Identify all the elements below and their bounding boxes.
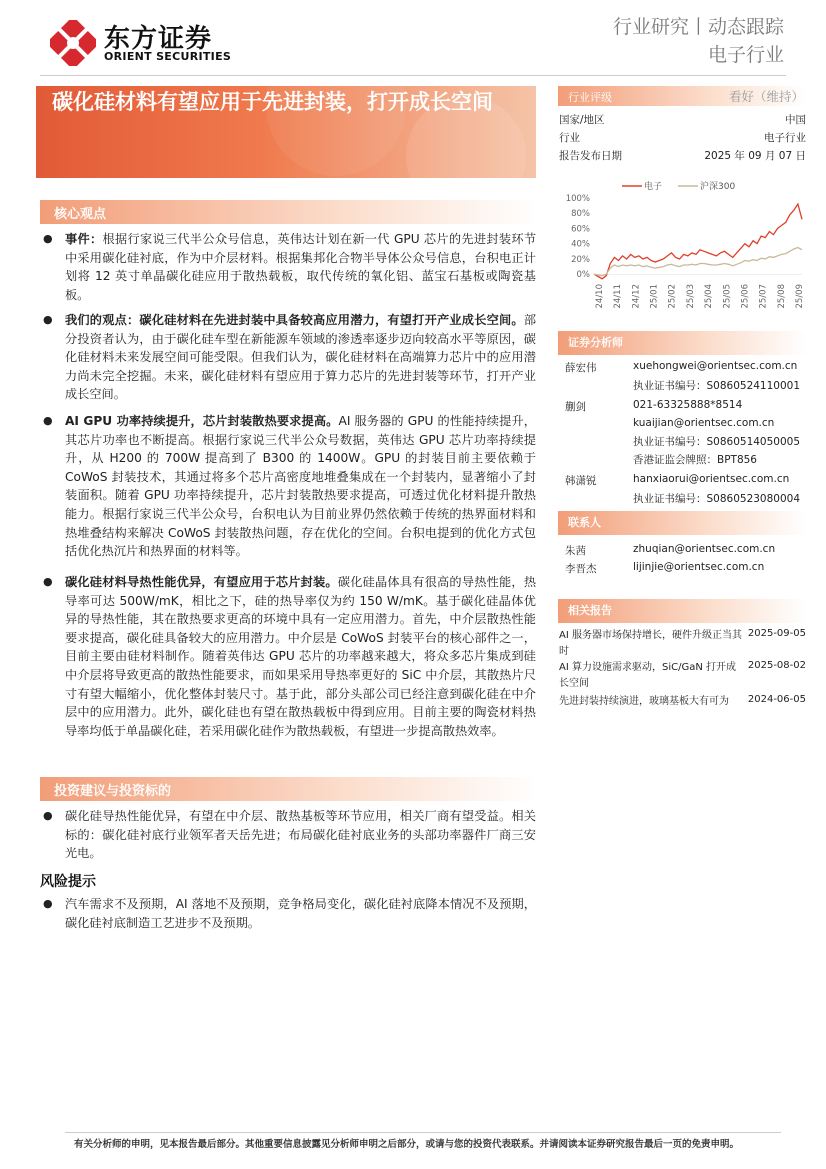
y-tick-label: 0% [576,270,590,281]
analyst-detail: 执业证书编号：S0860514050005 [633,436,801,448]
analyst-detail: 执业证书编号：S0860523080004 [633,492,801,505]
x-tick-label: 24/11 [613,284,624,309]
info-value-industry: 电子行业 [764,132,806,144]
bullet-icon: ● [43,232,53,245]
core-point-4-text: 碳化硅晶体具有很高的导热性能，热导率可达 500W/mK，相比之下，硅的热导率仅为约 150 W/mK。基于碳化硅晶体优异的导热性能，其在散热要求更高的环境中具有一定应用潜力。首先，中介层散热性能要求提高，碳化硅具备较大的应用潜力。中介层是 CoWoS 封装平台的核心部件之一，目前主要由硅材料制作。随着英伟达 GPU 芯片的功率越来越大，将众多芯片集成到硅中介层将导致更高的散热性能要求，而如果采用导热率更好的 SiC 中介层，其散热片尺寸有望大幅缩小，优化整体封装尺寸。基于此，部分头部公司已经注意到碳化硅在中介层中的应用潜力。此外，碳化硅也有望在散热载板中得到应用。目前主要的陶瓷材料热导率均低于单晶碳化硅，若采用碳化硅作为散热载板，有望进一步提高散热效率。 [65,575,537,738]
y-tick-label: 20% [571,254,590,265]
page-title: 碳化硅材料有望应用于先进封装，打开成长空间 [52,90,493,114]
footer-divider [65,1132,781,1133]
info-label-date: 报告发布日期 [559,150,622,162]
bullet-icon: ● [43,414,53,427]
invest-point-1-text: 碳化硅导热性能优异，有望在中介层、散热基板等环节应用，相关厂商有望受益。相关标的：碳化硅衬底行业领军者天岳先进；布局碳化硅衬底业务的头部功率器件厂商三安光电。 [65,809,536,861]
related-report-date-3: 2024-06-05 [747,694,806,705]
industry-header: 电子行业 [707,44,784,66]
x-tick-label: 25/03 [685,284,696,309]
core-point-2-lead: 我们的观点：碳化硅材料在先进封装中具备较高应用潜力，有望打开产业成长空间。 [65,313,524,327]
analyst-name: 韩潇锐 [565,475,597,487]
x-tick-label: 25/07 [758,284,769,309]
rating-label: 行业评级 [568,91,612,104]
related-report-title-1[interactable]: AI 服务器市场保持增长，硬件升级正当其时 [559,630,742,657]
info-value-region: 中国 [785,114,806,126]
orient-securities-logo-icon [50,20,96,66]
bullet-icon: ● [43,313,53,326]
report-type: 行业研究丨动态跟踪 [612,16,784,38]
contact-email-2: lijinjie@orientsec.com.cn [633,561,765,573]
legend-label: 沪深300 [700,182,736,192]
analyst-detail: hanxiaorui@orientsec.com.cn [633,473,790,485]
x-tick-label: 25/01 [649,284,660,309]
y-tick-label: 60% [571,224,590,235]
info-label-region: 国家/地区 [559,114,605,126]
contact-name-1: 朱茜 [565,545,586,557]
related-report-title-3[interactable]: 先进封装持续演进，玻璃基板大有可为 [559,696,729,707]
risk-title: 风险提示 [40,874,96,890]
x-tick-label: 24/10 [595,284,605,309]
info-value-date: 2025 年 09 月 07 日 [704,150,806,162]
core-points-bar [40,200,536,224]
x-tick-label: 25/06 [740,284,751,309]
analyst-name: 蒯剑 [565,401,586,413]
core-point-3-text: AI 服务器的 GPU 的性能持续提升，其芯片功率也不断提高。根据行家说三代半公众号数据，英伟达 GPU 芯片功率持续提升，从 H200 的 700W 提高到了 B300 的 1400W。GPU 的封装目前主要依赖于 CoWoS 封装技术，其通过将多个芯片高密度地堆叠集成在一个封装内，显著缩小了封装面积。随着 GPU 功率持续提升，芯片封装散热要求提高，可透过优化材料提升散热能力。根据行家说三代半公众号，台积电认为目前业界仍然依赖于传统的热界面材料和热堆叠结构来解决 CoWoS 封装散热问题，存在优化的空间。台积电提到的优化方式包括优化热沉片和热界面的材料等。 [65,414,536,559]
x-tick-label: 25/02 [667,284,678,309]
bullet-icon: ● [43,897,53,910]
related-title: 相关报告 [568,604,612,617]
invest-bar [40,777,536,801]
contact-email-1: zhuqian@orientsec.com.cn [633,543,776,555]
contact-name-2: 李晋杰 [565,563,597,575]
core-point-1-lead: 事件： [65,232,103,246]
analyst-detail: 香港证监会牌照：BPT856 [633,453,757,466]
invest-title: 投资建议与投资标的 [54,784,172,799]
core-point-1-text: 根据行家说三代半公众号信息，英伟达计划在新一代 GPU 芯片的先进封装环节中采用碳化硅衬底，作为中介层材料。根据集邦化合物半导体公众号信息，台积电正计划将 12 英寸单晶碳化硅应用于散热载板，取代传统的氧化铝、蓝宝石基板或陶瓷基板。 [65,232,537,302]
related-report-title-2[interactable]: AI 算力设施需求驱动，SiC/GaN 打开成长空间 [559,662,736,689]
header-divider [40,75,786,76]
bullet-icon: ● [43,575,53,588]
bullet-icon: ● [43,809,53,822]
analysts-bar [558,331,806,355]
x-tick-label: 25/08 [776,284,787,309]
contacts-bar [558,511,806,535]
risk-point-1-text: 汽车需求不及预期，AI 落地不及预期，竞争格局变化，碳化硅衬底降本情况不及预期，碳化硅衬底制造工艺进步不及预期。 [65,897,536,930]
x-tick-label: 25/09 [795,284,805,309]
analyst-detail: 执业证书编号：S0860524110001 [633,379,801,392]
performance-chart [558,176,808,316]
contacts-title: 联系人 [568,516,601,529]
analyst-name: 薛宏伟 [565,362,597,374]
footer-disclaimer: 有关分析师的申明，见本报告最后部分。其他重要信息披露见分析师申明之后部分，或请与您的投资代表联系。并请阅读本证券研究报告最后一页的免责申明。 [74,1139,740,1150]
analysts-title: 证券分析师 [568,336,623,349]
legend-label: 电子 [644,182,663,192]
analyst-detail: xuehongwei@orientsec.com.cn [633,360,798,372]
y-tick-label: 40% [571,239,590,250]
x-tick-label: 24/12 [631,284,642,309]
core-points-title: 核心观点 [54,207,107,222]
related-report-date-2: 2025-08-02 [747,660,806,671]
logo-en: ORIENT SECURITIES [104,50,232,63]
rating-value: 看好（维持） [728,89,804,104]
core-point-2-text: 部分投资者认为，由于碳化硅车型在新能源车领域的渗透率逐步迈向较高水平等原因，碳化硅材料未来发展空间可能受限。但我们认为，碳化硅材料在高端算力芯片中的应用潜力尚未完全挖掘。未来，碳化硅材料有望应用于算力芯片的先进封装等环节，打开产业成长空间。 [65,313,536,402]
analyst-detail: 021-63325888*8514 [633,399,743,411]
x-tick-label: 25/05 [722,284,733,309]
y-tick-label: 100% [565,194,590,204]
series-line [594,204,802,279]
info-label-industry: 行业 [559,132,580,144]
related-bar [558,599,806,623]
related-report-date-1: 2025-09-05 [747,628,806,639]
logo-cn: 东方证券 [104,24,213,54]
x-tick-label: 25/04 [704,284,715,309]
core-point-4-lead: 碳化硅材料导热性能优异，有望应用于芯片封装。 [65,575,338,589]
core-point-3-lead: AI GPU 功率持续提升，芯片封装散热要求提高。 [65,414,339,428]
y-tick-label: 80% [571,209,590,220]
analyst-detail: kuaijian@orientsec.com.cn [633,416,775,429]
